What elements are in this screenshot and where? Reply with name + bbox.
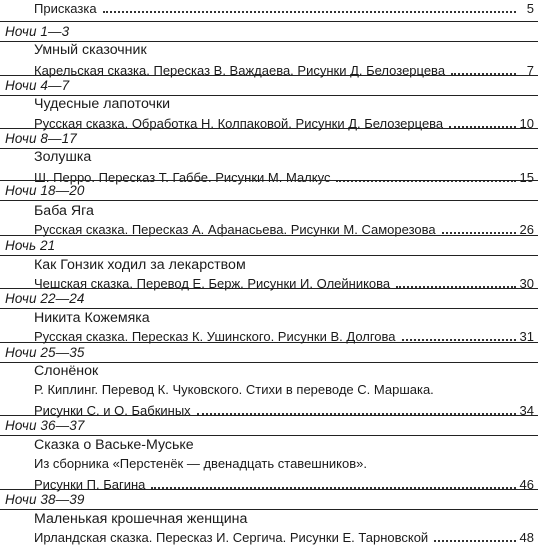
night-label: Ночи 36—37 <box>5 418 85 433</box>
night-heading <box>0 180 538 201</box>
story-title: Сказка о Ваське-Муське <box>34 437 194 453</box>
dot-leader <box>103 11 516 13</box>
credit-line: Из сборника «Перстенёк — двенадцать ставешников». <box>34 456 367 471</box>
dot-leader <box>442 232 516 234</box>
night-heading <box>0 489 538 510</box>
page-number: 30 <box>519 276 534 291</box>
night-heading <box>0 288 538 309</box>
credit-line: Р. Киплинг. Перевод К. Чуковского. Стихи в переводе С. Маршака. <box>34 382 434 397</box>
story-title: Маленькая крошечная женщина <box>34 511 248 527</box>
page-number: 26 <box>519 222 534 237</box>
credit-text: Чешская сказка. Перевод Е. Берж. Рисунки И. Олейникова <box>34 276 391 291</box>
page-number: 10 <box>519 116 534 131</box>
page-number: 7 <box>526 63 534 78</box>
credit-text: Русская сказка. Обработка Н. Колпаковой. Рисунки Д. Белозерцева <box>34 116 444 131</box>
page-number: 34 <box>519 403 534 418</box>
toc-entry-row[interactable] <box>34 1 534 17</box>
page-number: 48 <box>519 530 534 545</box>
story-title: Умный сказочник <box>34 42 147 58</box>
night-label: Ночи 22—24 <box>5 291 85 306</box>
night-heading <box>0 21 538 42</box>
credit-text: Рисунки П. Багина <box>34 477 146 492</box>
credit-text: Русская сказка. Пересказ К. Ушинского. Рисунки В. Долгова <box>34 329 396 344</box>
credit-text: Присказка <box>34 1 97 16</box>
story-title: Чудесные лапоточки <box>34 96 171 112</box>
night-label: Ночи 8—17 <box>5 131 77 146</box>
night-label: Ночи 1—3 <box>5 24 70 39</box>
page-number: 5 <box>526 1 534 16</box>
dot-leader <box>402 339 516 341</box>
night-heading <box>0 128 538 149</box>
night-heading <box>0 75 538 96</box>
night-label: Ночи 4—7 <box>5 78 70 93</box>
page-number: 15 <box>519 170 534 185</box>
night-heading <box>0 235 538 256</box>
page-number: 46 <box>519 477 534 492</box>
credit-text: Карельская сказка. Пересказ В. Важдаева. Рисунки Д. Белозерцева <box>34 63 446 78</box>
credit-text: Ирландская сказка. Пересказ И. Сергича. Рисунки Е. Тарновской <box>34 530 429 545</box>
story-title: Как Гонзик ходил за лекарством <box>34 257 246 273</box>
night-label: Ночь 21 <box>5 238 56 253</box>
toc-entry-row[interactable] <box>34 530 534 546</box>
night-label: Ночи 25—35 <box>5 345 85 360</box>
story-title: Золушка <box>34 149 92 165</box>
dot-leader <box>434 540 515 542</box>
story-title: Никита Кожемяка <box>34 310 150 326</box>
credit-text: Ш. Перро. Пересказ Т. Габбе. Рисунки М. Малкус <box>34 170 331 185</box>
night-label: Ночи 38—39 <box>5 492 85 507</box>
credit-text: Рисунки С. и О. Бабкиных <box>34 403 191 418</box>
night-heading <box>0 342 538 363</box>
story-title: Слонёнок <box>34 363 99 379</box>
story-title: Баба Яга <box>34 203 94 219</box>
night-heading <box>0 415 538 436</box>
page-number: 31 <box>519 329 534 344</box>
night-label: Ночи 18—20 <box>5 183 85 198</box>
credit-text: Русская сказка. Пересказ А. Афанасьева. Рисунки М. Саморезова <box>34 222 436 237</box>
